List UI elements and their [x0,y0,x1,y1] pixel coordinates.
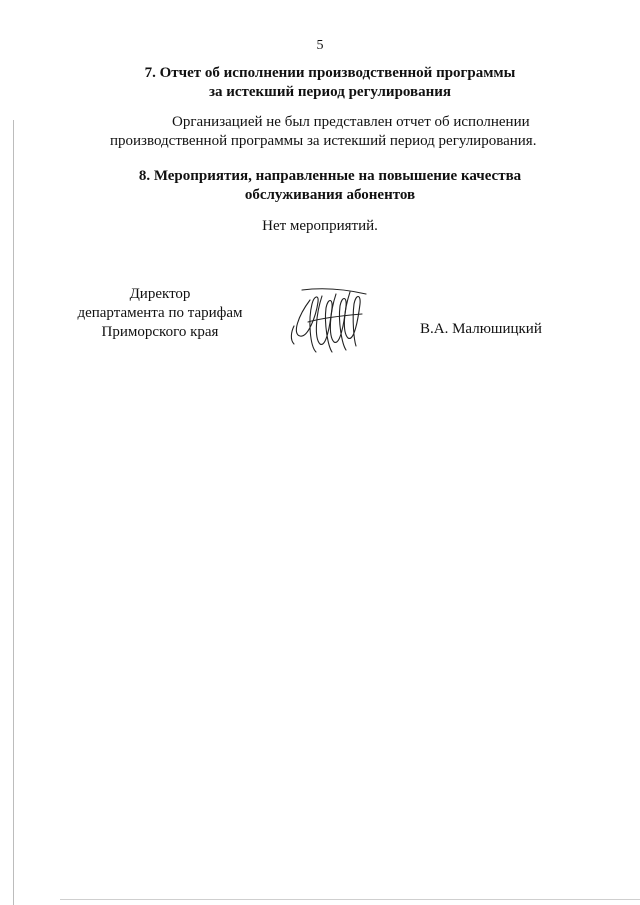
section7-text [110,113,580,151]
section7-text-line2: производственной программы за истекший период регулирования. [110,133,537,149]
section8-heading-line2: обслуживания абонентов [244,187,416,203]
section8-text: Нет мероприятий. [262,218,378,234]
scan-edge-line [13,120,14,905]
section7-heading-line1: 7. Отчет об исполнении производственной программы [144,65,516,81]
scan-bottom-edge [60,899,640,900]
signatory-position [50,285,270,342]
section8-heading-line1: 8. Мероприятия, направленные на повышение качества [138,168,522,184]
position-line2: департамента по тарифам [77,305,243,321]
page-number: 5 [316,38,324,53]
position-line3: Приморского края [101,324,219,340]
section7-heading [60,64,600,102]
position-line1: Директор [129,286,191,302]
signatory-name: В.А. Малюшицкий [420,321,542,337]
handwritten-signature [288,286,370,358]
section7-text-line1: Организацией не был представлен отчет об исполнении [172,114,530,130]
section8-heading [60,167,600,205]
section7-heading-line2: за истекший период регулирования [208,84,452,100]
